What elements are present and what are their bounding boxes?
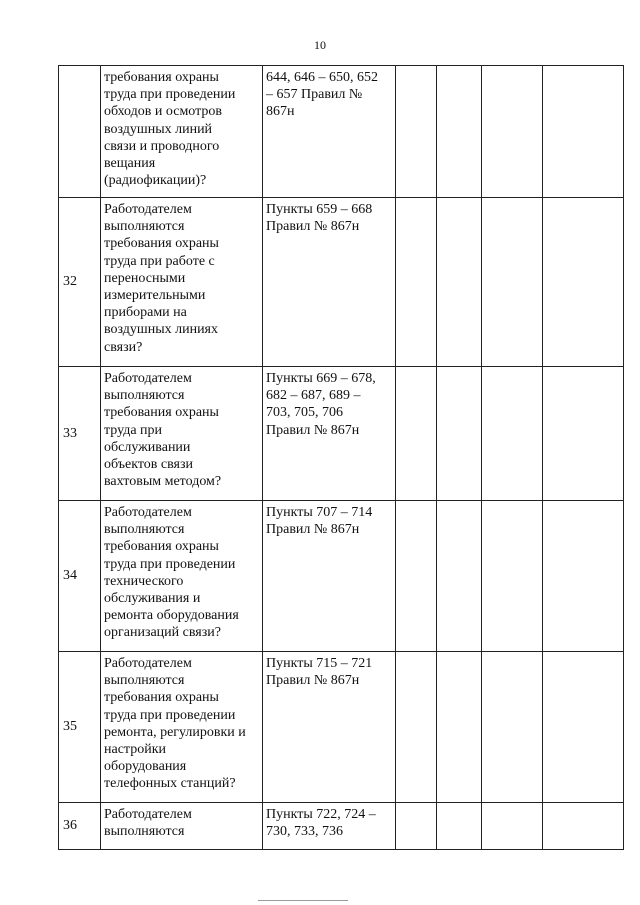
table-row: [59, 367, 624, 501]
reference-text: 644, 646 – 650, 652 – 657 Правил № 867н: [266, 70, 378, 120]
reference-text: Пункты 715 – 721 Правил № 867н: [266, 656, 373, 689]
table-row: [59, 66, 624, 198]
answer-na-cell[interactable]: [482, 501, 543, 652]
answer-na-cell[interactable]: [482, 66, 543, 198]
answer-yes-cell[interactable]: [396, 501, 437, 652]
answer-yes-cell[interactable]: [396, 803, 437, 850]
question-text: Работодателем выполняются: [104, 807, 192, 840]
answer-no-cell[interactable]: [437, 501, 482, 652]
question-text: Работодателем выполняются требования охраны труда при проведении ремонта, регулировки и настройки оборудования телефонных станций?: [104, 656, 246, 792]
answer-no-cell[interactable]: [437, 367, 482, 501]
row-number: 34: [59, 501, 101, 652]
answer-no-cell[interactable]: [437, 803, 482, 850]
answer-yes-cell[interactable]: [396, 66, 437, 198]
notes-cell[interactable]: [543, 803, 624, 850]
answer-na-cell[interactable]: [482, 652, 543, 803]
row-number: 32: [59, 198, 101, 367]
table-row: [59, 501, 624, 652]
question-text: требования охраны труда при проведении обходов и осмотров воздушных линий связи и проводного вещания (радиофикации)?: [104, 70, 236, 189]
notes-cell[interactable]: [543, 652, 624, 803]
page-number: 10: [314, 38, 326, 52]
table-row: [59, 652, 624, 803]
notes-cell[interactable]: [543, 198, 624, 367]
answer-no-cell[interactable]: [437, 652, 482, 803]
scan-edge-line: [258, 900, 348, 901]
table-row: [59, 198, 624, 367]
answer-no-cell[interactable]: [437, 198, 482, 367]
checklist-table: [58, 65, 624, 850]
row-number: 35: [59, 652, 101, 803]
reference-text: Пункты 707 – 714 Правил № 867н: [266, 505, 373, 538]
answer-na-cell[interactable]: [482, 367, 543, 501]
notes-cell[interactable]: [543, 66, 624, 198]
row-number: 33: [59, 367, 101, 501]
notes-cell[interactable]: [543, 501, 624, 652]
reference-text: Пункты 659 – 668 Правил № 867н: [266, 202, 373, 235]
reference-text: Пункты 722, 724 – 730, 733, 736: [266, 807, 376, 840]
row-number: [59, 66, 101, 198]
answer-yes-cell[interactable]: [396, 367, 437, 501]
answer-no-cell[interactable]: [437, 66, 482, 198]
answer-na-cell[interactable]: [482, 803, 543, 850]
answer-yes-cell[interactable]: [396, 652, 437, 803]
answer-na-cell[interactable]: [482, 198, 543, 367]
question-text: Работодателем выполняются требования охраны труда при проведении технического обслуживания и ремонта оборудования организаций связи?: [104, 505, 239, 641]
notes-cell[interactable]: [543, 367, 624, 501]
answer-yes-cell[interactable]: [396, 198, 437, 367]
question-text: Работодателем выполняются требования охраны труда при работе с переносными измерительными приборами на воздушных линиях связи?: [104, 202, 219, 355]
table-row: [59, 803, 624, 850]
row-number: 36: [59, 803, 101, 850]
question-text: Работодателем выполняются требования охраны труда при обслуживании объектов связи вахтовым методом?: [104, 371, 222, 490]
reference-text: Пункты 669 – 678, 682 – 687, 689 – 703, 705, 706 Правил № 867н: [266, 371, 376, 438]
